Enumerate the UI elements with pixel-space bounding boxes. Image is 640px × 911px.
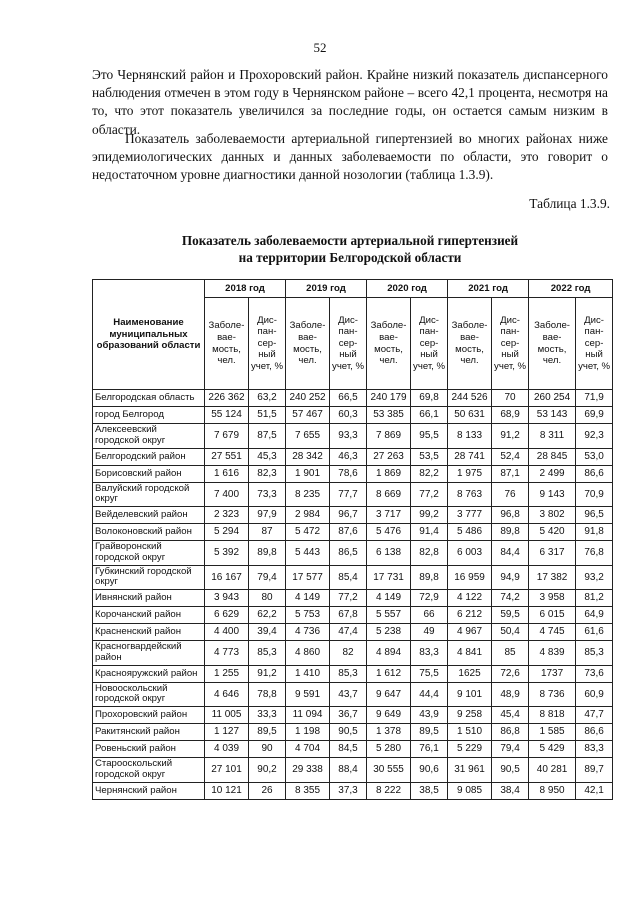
cell-dispensary: 47,7 [576, 707, 613, 724]
table-title-line-1: Показатель заболеваемости артериальной гипертензией [181, 233, 519, 248]
header-year: 2022 год [529, 280, 613, 298]
cell-morbidity: 4 400 [205, 624, 249, 641]
cell-morbidity: 9 647 [367, 682, 411, 707]
header-dispensary: Дис-пан-сер-ный учет, % [411, 298, 448, 390]
cell-morbidity: 5 238 [367, 624, 411, 641]
header-morbidity: Заболе-ваe-мость, чел. [286, 298, 330, 390]
cell-dispensary: 89,8 [492, 524, 529, 541]
cell-morbidity: 27 101 [205, 758, 249, 783]
table-row [93, 590, 613, 607]
cell-dispensary: 69,9 [576, 407, 613, 424]
header-morbidity: Заболе-ваe-мость, чел. [205, 298, 249, 390]
cell-dispensary: 37,3 [330, 782, 367, 799]
cell-morbidity: 28 342 [286, 448, 330, 465]
cell-dispensary: 87,6 [330, 524, 367, 541]
cell-dispensary: 82,8 [411, 541, 448, 566]
table-row [93, 741, 613, 758]
cell-dispensary: 91,4 [411, 524, 448, 541]
cell-morbidity: 11 005 [205, 707, 249, 724]
cell-morbidity: 3 958 [529, 590, 576, 607]
cell-morbidity: 1 510 [448, 724, 492, 741]
table-row [93, 641, 613, 666]
cell-dispensary: 91,2 [492, 424, 529, 449]
cell-morbidity: 11 094 [286, 707, 330, 724]
cell-morbidity: 8 222 [367, 782, 411, 799]
cell-dispensary: 86,5 [330, 541, 367, 566]
cell-morbidity: 9 101 [448, 682, 492, 707]
row-name: Алексеевский городской округ [93, 424, 205, 449]
header-row-years [93, 280, 613, 298]
page-number: 52 [313, 40, 327, 55]
cell-morbidity: 4 122 [448, 590, 492, 607]
cell-dispensary: 82,3 [249, 465, 286, 482]
cell-dispensary: 89,7 [576, 758, 613, 783]
table-row [93, 407, 613, 424]
cell-dispensary: 61,6 [576, 624, 613, 641]
cell-dispensary: 49 [411, 624, 448, 641]
cell-dispensary: 62,2 [249, 607, 286, 624]
cell-morbidity: 28 845 [529, 448, 576, 465]
cell-dispensary: 92,3 [576, 424, 613, 449]
cell-dispensary: 66 [411, 607, 448, 624]
cell-dispensary: 47,4 [330, 624, 367, 641]
table-caption: Таблица 1.3.9. [529, 196, 610, 211]
row-name: Старооскольский городской округ [93, 758, 205, 783]
row-name: Борисовский район [93, 465, 205, 482]
table-row [93, 524, 613, 541]
table-row [93, 507, 613, 524]
cell-dispensary: 77,7 [330, 482, 367, 507]
cell-morbidity: 1 901 [286, 465, 330, 482]
cell-morbidity: 8 669 [367, 482, 411, 507]
cell-morbidity: 4 149 [286, 590, 330, 607]
row-name: Вейделевский район [93, 507, 205, 524]
row-name: Красненский район [93, 624, 205, 641]
table-row [93, 541, 613, 566]
cell-morbidity: 1 127 [205, 724, 249, 741]
cell-morbidity: 3 777 [448, 507, 492, 524]
row-name: Новооскольский городской округ [93, 682, 205, 707]
header-morbidity: Заболе-ваe-мость, чел. [448, 298, 492, 390]
cell-dispensary: 90,5 [330, 724, 367, 741]
cell-dispensary: 51,5 [249, 407, 286, 424]
cell-morbidity: 6 629 [205, 607, 249, 624]
row-name: Белгородская область [93, 390, 205, 407]
cell-dispensary: 60,3 [330, 407, 367, 424]
cell-dispensary: 66,5 [330, 390, 367, 407]
table-row [93, 448, 613, 465]
cell-morbidity: 4 839 [529, 641, 576, 666]
header-year: 2018 год [205, 280, 286, 298]
cell-morbidity: 1 975 [448, 465, 492, 482]
cell-dispensary: 44,4 [411, 682, 448, 707]
table-row [93, 607, 613, 624]
cell-morbidity: 6 317 [529, 541, 576, 566]
cell-morbidity: 240 252 [286, 390, 330, 407]
cell-dispensary: 69,8 [411, 390, 448, 407]
cell-dispensary: 80 [249, 590, 286, 607]
table-title [92, 232, 608, 266]
header-morbidity: Заболе-ваe-мость, чел. [529, 298, 576, 390]
table-row [93, 390, 613, 407]
cell-dispensary: 86,6 [576, 465, 613, 482]
cell-morbidity: 5 429 [529, 741, 576, 758]
cell-dispensary: 53,0 [576, 448, 613, 465]
header-name: Наименование муниципальных образований области [93, 280, 205, 390]
cell-morbidity: 5 753 [286, 607, 330, 624]
table-row [93, 482, 613, 507]
cell-morbidity: 4 149 [367, 590, 411, 607]
row-name: Ивнянский район [93, 590, 205, 607]
cell-dispensary: 74,2 [492, 590, 529, 607]
cell-dispensary: 46,3 [330, 448, 367, 465]
cell-morbidity: 1 616 [205, 465, 249, 482]
cell-morbidity: 1 410 [286, 665, 330, 682]
cell-morbidity: 1 869 [367, 465, 411, 482]
cell-dispensary: 85,3 [249, 641, 286, 666]
cell-morbidity: 2 323 [205, 507, 249, 524]
cell-dispensary: 45,4 [492, 707, 529, 724]
cell-dispensary: 45,3 [249, 448, 286, 465]
cell-dispensary: 38,5 [411, 782, 448, 799]
cell-dispensary: 91,8 [576, 524, 613, 541]
cell-morbidity: 31 961 [448, 758, 492, 783]
header-year: 2021 год [448, 280, 529, 298]
cell-morbidity: 27 551 [205, 448, 249, 465]
cell-morbidity: 4 736 [286, 624, 330, 641]
cell-morbidity: 5 229 [448, 741, 492, 758]
cell-dispensary: 68,9 [492, 407, 529, 424]
cell-dispensary: 87,1 [492, 465, 529, 482]
cell-morbidity: 9 591 [286, 682, 330, 707]
cell-dispensary: 72,9 [411, 590, 448, 607]
cell-morbidity: 17 382 [529, 565, 576, 590]
cell-dispensary: 94,9 [492, 565, 529, 590]
cell-dispensary: 96,8 [492, 507, 529, 524]
cell-dispensary: 97,9 [249, 507, 286, 524]
table-header [93, 280, 613, 390]
cell-morbidity: 53 385 [367, 407, 411, 424]
cell-dispensary: 52,4 [492, 448, 529, 465]
row-name: город Белгород [93, 407, 205, 424]
cell-dispensary: 84,5 [330, 741, 367, 758]
cell-morbidity: 244 526 [448, 390, 492, 407]
row-name: Белгородский район [93, 448, 205, 465]
cell-morbidity: 7 655 [286, 424, 330, 449]
header-year: 2020 год [367, 280, 448, 298]
cell-morbidity: 260 254 [529, 390, 576, 407]
cell-dispensary: 79,4 [492, 741, 529, 758]
table-row [93, 424, 613, 449]
cell-dispensary: 33,3 [249, 707, 286, 724]
cell-dispensary: 38,4 [492, 782, 529, 799]
row-name: Губкинский городской округ [93, 565, 205, 590]
cell-morbidity: 8 355 [286, 782, 330, 799]
cell-dispensary: 53,5 [411, 448, 448, 465]
cell-morbidity: 7 400 [205, 482, 249, 507]
cell-dispensary: 89,8 [249, 541, 286, 566]
cell-morbidity: 226 362 [205, 390, 249, 407]
table-row [93, 465, 613, 482]
cell-dispensary: 48,9 [492, 682, 529, 707]
cell-morbidity: 8 736 [529, 682, 576, 707]
cell-morbidity: 5 443 [286, 541, 330, 566]
cell-morbidity: 5 486 [448, 524, 492, 541]
cell-dispensary: 60,9 [576, 682, 613, 707]
cell-dispensary: 85,3 [576, 641, 613, 666]
cell-dispensary: 86,8 [492, 724, 529, 741]
cell-morbidity: 9 258 [448, 707, 492, 724]
cell-morbidity: 8 311 [529, 424, 576, 449]
cell-morbidity: 3 802 [529, 507, 576, 524]
header-dispensary: Дис-пан-сер-ный учет, % [249, 298, 286, 390]
cell-morbidity: 4 646 [205, 682, 249, 707]
cell-morbidity: 8 235 [286, 482, 330, 507]
cell-morbidity: 1 198 [286, 724, 330, 741]
paragraph-2: Показатель заболеваемости артериальной гипертензией во многих районах ниже эпидемиологических данных и данных заболеваемости по области, это говорит о недостаточном уровне диагностики данной нозологии (таблица 1.3.9). [92, 131, 608, 183]
morbidity-table [92, 279, 613, 800]
cell-morbidity: 2 984 [286, 507, 330, 524]
cell-dispensary: 99,2 [411, 507, 448, 524]
cell-morbidity: 17 577 [286, 565, 330, 590]
row-name: Ровеньский район [93, 741, 205, 758]
cell-morbidity: 55 124 [205, 407, 249, 424]
cell-morbidity: 1 585 [529, 724, 576, 741]
cell-dispensary: 90,5 [492, 758, 529, 783]
cell-morbidity: 1737 [529, 665, 576, 682]
cell-dispensary: 96,5 [576, 507, 613, 524]
cell-morbidity: 1625 [448, 665, 492, 682]
cell-dispensary: 78,6 [330, 465, 367, 482]
cell-morbidity: 3 943 [205, 590, 249, 607]
cell-morbidity: 4 704 [286, 741, 330, 758]
cell-morbidity: 5 472 [286, 524, 330, 541]
header-year: 2019 год [286, 280, 367, 298]
cell-morbidity: 240 179 [367, 390, 411, 407]
cell-morbidity: 6 015 [529, 607, 576, 624]
cell-morbidity: 1 255 [205, 665, 249, 682]
table-row [93, 724, 613, 741]
cell-morbidity: 57 467 [286, 407, 330, 424]
row-name: Чернянский район [93, 782, 205, 799]
cell-dispensary: 87,5 [249, 424, 286, 449]
cell-morbidity: 1 612 [367, 665, 411, 682]
cell-morbidity: 8 950 [529, 782, 576, 799]
cell-dispensary: 64,9 [576, 607, 613, 624]
cell-dispensary: 90 [249, 741, 286, 758]
cell-morbidity: 9 143 [529, 482, 576, 507]
cell-dispensary: 81,2 [576, 590, 613, 607]
cell-dispensary: 82,2 [411, 465, 448, 482]
header-dispensary: Дис-пан-сер-ный учет, % [330, 298, 367, 390]
cell-morbidity: 5 280 [367, 741, 411, 758]
cell-morbidity: 5 420 [529, 524, 576, 541]
cell-morbidity: 53 143 [529, 407, 576, 424]
cell-dispensary: 73,3 [249, 482, 286, 507]
cell-dispensary: 63,2 [249, 390, 286, 407]
paragraph-1: Это Чернянский район и Прохоровский район. Крайне низкий показатель диспансерного наблюдения отмечен в этом году в Чернянском районе – всего 42,1 процента, несмотря на то, что этот показатель увеличился за последние годы, он остается самым низким в области. [92, 67, 608, 137]
cell-morbidity: 4 745 [529, 624, 576, 641]
cell-dispensary: 43,9 [411, 707, 448, 724]
cell-morbidity: 1 378 [367, 724, 411, 741]
row-name: Валуйский городской округ [93, 482, 205, 507]
cell-morbidity: 29 338 [286, 758, 330, 783]
cell-dispensary: 91,2 [249, 665, 286, 682]
cell-dispensary: 76 [492, 482, 529, 507]
cell-morbidity: 6 212 [448, 607, 492, 624]
cell-dispensary: 90,6 [411, 758, 448, 783]
cell-dispensary: 59,5 [492, 607, 529, 624]
cell-dispensary: 26 [249, 782, 286, 799]
cell-dispensary: 39,4 [249, 624, 286, 641]
cell-morbidity: 40 281 [529, 758, 576, 783]
table-row [93, 665, 613, 682]
cell-dispensary: 36,7 [330, 707, 367, 724]
cell-morbidity: 16 167 [205, 565, 249, 590]
cell-morbidity: 4 773 [205, 641, 249, 666]
table-title-line-2: на территории Белгородской области [238, 250, 462, 265]
cell-morbidity: 17 731 [367, 565, 411, 590]
cell-dispensary: 78,8 [249, 682, 286, 707]
cell-dispensary: 42,1 [576, 782, 613, 799]
cell-dispensary: 89,5 [411, 724, 448, 741]
cell-dispensary: 70,9 [576, 482, 613, 507]
cell-morbidity: 27 263 [367, 448, 411, 465]
cell-morbidity: 8 818 [529, 707, 576, 724]
cell-dispensary: 85 [492, 641, 529, 666]
cell-morbidity: 3 717 [367, 507, 411, 524]
cell-dispensary: 86,6 [576, 724, 613, 741]
table-row [93, 624, 613, 641]
cell-dispensary: 83,3 [411, 641, 448, 666]
row-name: Прохоровский район [93, 707, 205, 724]
table-body [93, 390, 613, 800]
header-morbidity: Заболе-ваe-мость, чел. [367, 298, 411, 390]
cell-morbidity: 50 631 [448, 407, 492, 424]
cell-dispensary: 71,9 [576, 390, 613, 407]
row-name: Корочанский район [93, 607, 205, 624]
cell-dispensary: 93,3 [330, 424, 367, 449]
cell-morbidity: 4 967 [448, 624, 492, 641]
cell-dispensary: 67,8 [330, 607, 367, 624]
row-name: Ракитянский район [93, 724, 205, 741]
cell-morbidity: 4 841 [448, 641, 492, 666]
cell-dispensary: 89,5 [249, 724, 286, 741]
cell-dispensary: 87 [249, 524, 286, 541]
cell-dispensary: 90,2 [249, 758, 286, 783]
cell-morbidity: 4 039 [205, 741, 249, 758]
cell-morbidity: 30 555 [367, 758, 411, 783]
row-name: Волоконовский район [93, 524, 205, 541]
cell-morbidity: 7 869 [367, 424, 411, 449]
cell-dispensary: 88,4 [330, 758, 367, 783]
cell-dispensary: 43,7 [330, 682, 367, 707]
cell-morbidity: 6 138 [367, 541, 411, 566]
cell-morbidity: 7 679 [205, 424, 249, 449]
cell-morbidity: 9 085 [448, 782, 492, 799]
cell-morbidity: 16 959 [448, 565, 492, 590]
table-row [93, 758, 613, 783]
row-name: Краснояружский район [93, 665, 205, 682]
cell-dispensary: 83,3 [576, 741, 613, 758]
cell-morbidity: 10 121 [205, 782, 249, 799]
header-dispensary: Дис-пан-сер-ный учет, % [492, 298, 529, 390]
cell-dispensary: 70 [492, 390, 529, 407]
cell-morbidity: 9 649 [367, 707, 411, 724]
header-dispensary: Дис-пан-сер-ный учет, % [576, 298, 613, 390]
cell-morbidity: 5 476 [367, 524, 411, 541]
cell-dispensary: 77,2 [411, 482, 448, 507]
cell-dispensary: 85,3 [330, 665, 367, 682]
table-row [93, 565, 613, 590]
cell-morbidity: 8 763 [448, 482, 492, 507]
cell-dispensary: 96,7 [330, 507, 367, 524]
cell-morbidity: 5 392 [205, 541, 249, 566]
cell-dispensary: 76,1 [411, 741, 448, 758]
cell-dispensary: 76,8 [576, 541, 613, 566]
cell-dispensary: 72,6 [492, 665, 529, 682]
cell-morbidity: 6 003 [448, 541, 492, 566]
cell-dispensary: 73,6 [576, 665, 613, 682]
cell-morbidity: 8 133 [448, 424, 492, 449]
cell-dispensary: 89,8 [411, 565, 448, 590]
cell-dispensary: 79,4 [249, 565, 286, 590]
cell-morbidity: 28 741 [448, 448, 492, 465]
cell-dispensary: 85,4 [330, 565, 367, 590]
cell-dispensary: 84,4 [492, 541, 529, 566]
table-row [93, 682, 613, 707]
cell-dispensary: 95,5 [411, 424, 448, 449]
cell-dispensary: 82 [330, 641, 367, 666]
cell-morbidity: 4 894 [367, 641, 411, 666]
cell-dispensary: 77,2 [330, 590, 367, 607]
table-row [93, 782, 613, 799]
cell-morbidity: 2 499 [529, 465, 576, 482]
row-name: Грайворонский городской округ [93, 541, 205, 566]
cell-dispensary: 66,1 [411, 407, 448, 424]
cell-dispensary: 50,4 [492, 624, 529, 641]
cell-dispensary: 75,5 [411, 665, 448, 682]
cell-morbidity: 4 860 [286, 641, 330, 666]
cell-dispensary: 93,2 [576, 565, 613, 590]
row-name: Красногвардейский район [93, 641, 205, 666]
cell-morbidity: 5 557 [367, 607, 411, 624]
cell-morbidity: 5 294 [205, 524, 249, 541]
table-row [93, 707, 613, 724]
